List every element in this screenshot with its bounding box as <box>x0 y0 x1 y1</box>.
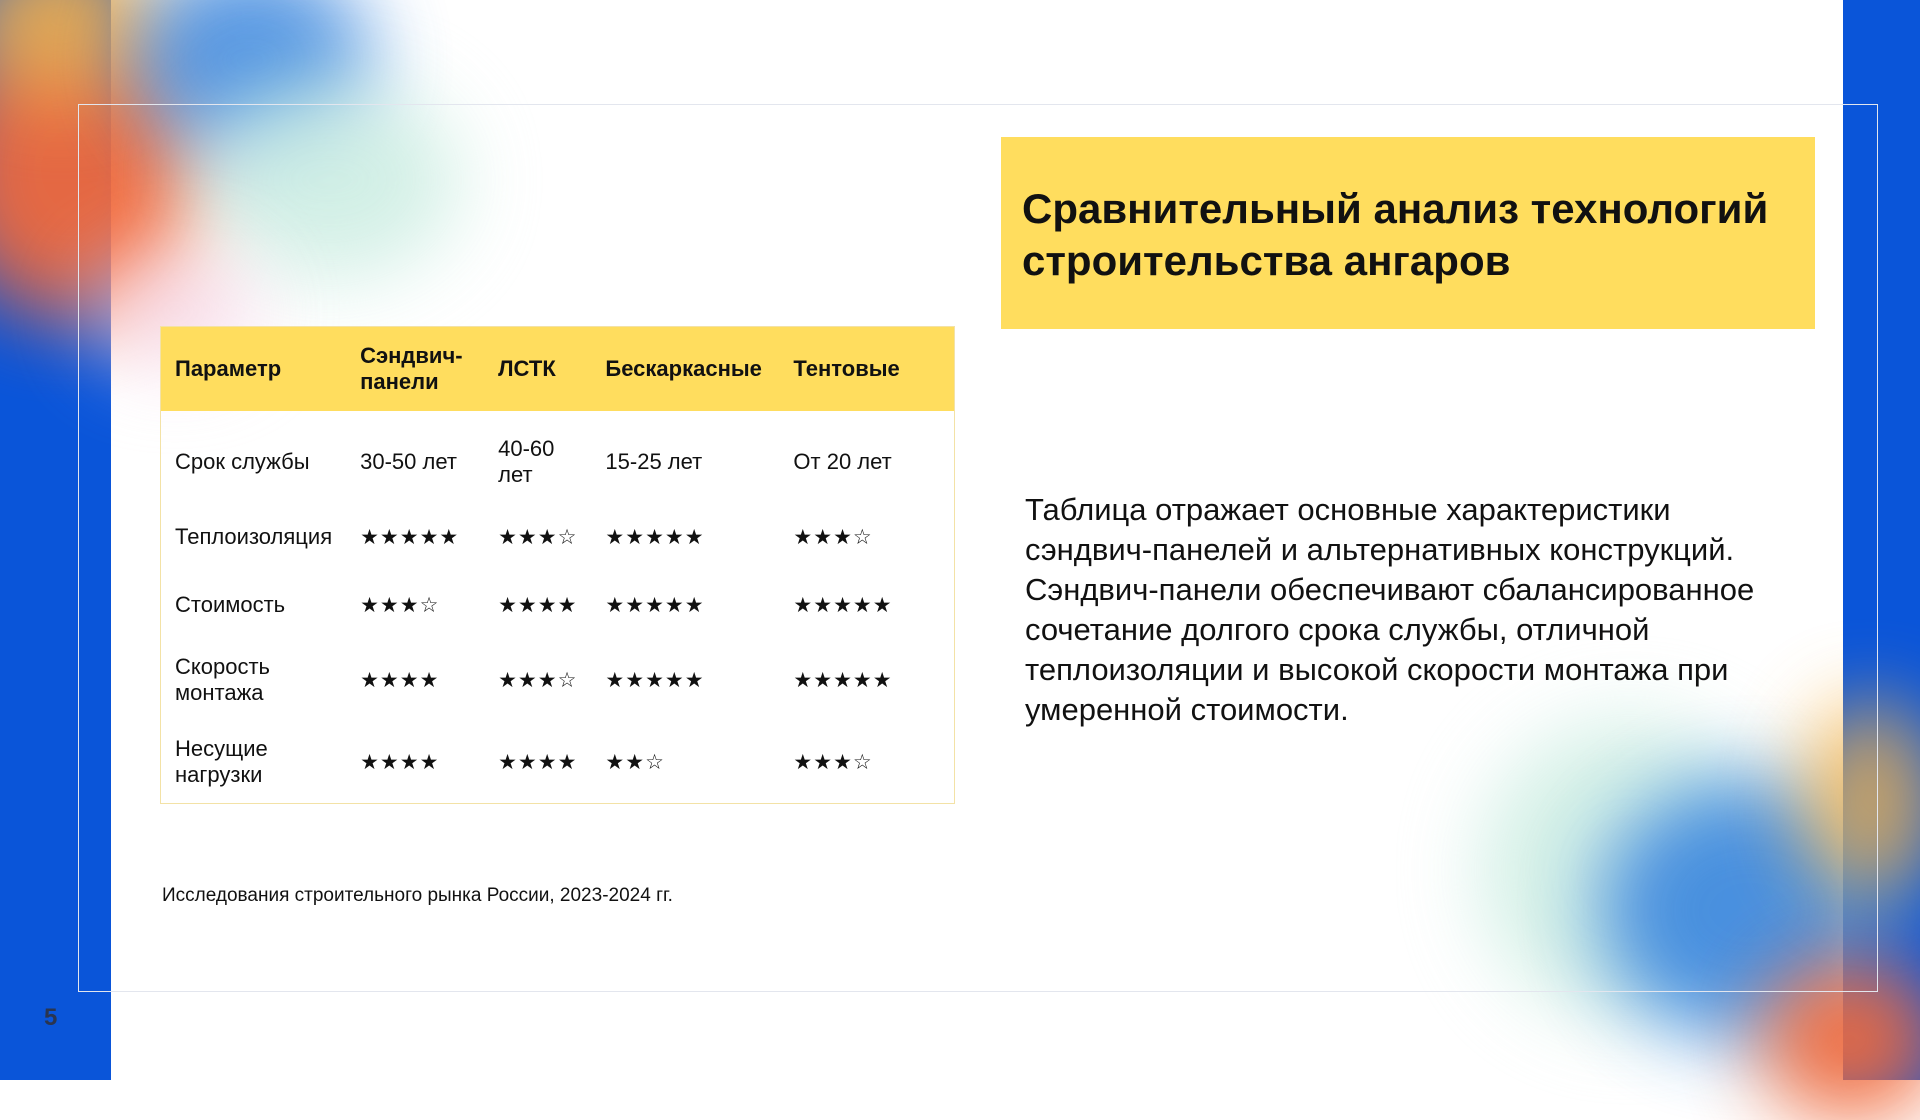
row-label: Несущие нагрузки <box>175 736 268 787</box>
title-box <box>1001 137 1815 329</box>
comparison-table <box>160 326 955 804</box>
table-row <box>161 639 955 721</box>
row-label: Скорость монтажа <box>175 654 271 705</box>
page-number: 5 <box>44 1004 58 1031</box>
cell-value: От 20 лет <box>793 449 892 474</box>
table-row <box>161 571 955 639</box>
header-lstk: ЛСТК <box>484 327 591 412</box>
star-rating: ★★★☆ <box>498 525 578 549</box>
star-rating: ★★★★★ <box>605 525 705 549</box>
header-sandwich: Сэндвич-панели <box>346 327 484 412</box>
star-rating: ★★★★★ <box>793 593 893 617</box>
star-rating: ★★★☆ <box>793 750 873 774</box>
star-rating: ★★★☆ <box>793 525 873 549</box>
table-row <box>161 721 955 804</box>
star-rating: ★★★★★ <box>605 593 705 617</box>
source-note: Исследования строительного рынка России, 2023-2024 гг. <box>162 885 673 906</box>
table-row <box>161 411 955 503</box>
table-row <box>161 503 955 571</box>
description-text: Таблица отражает основные характеристики сэндвич-панелей и альтернативных конструкций. Сэндвич-панели обеспечивают сбалансированное сочетание долгого срока службы, отличной теплоизоляции и высокой скорости монтажа при умеренной стоимости. <box>1025 492 1755 727</box>
star-rating: ★★★★ <box>498 750 578 774</box>
row-label: Стоимость <box>175 592 286 617</box>
slide-title: Сравнительный анализ технологий строительства ангаров <box>1022 185 1769 284</box>
cell-value: 15-25 лет <box>605 449 703 474</box>
star-rating: ★★★★ <box>498 593 578 617</box>
star-rating: ★★★★ <box>360 750 440 774</box>
cell-value: 40-60 лет <box>498 436 555 487</box>
table-header-row <box>161 327 955 412</box>
header-parameter: Параметр <box>161 327 347 412</box>
star-rating: ★★★★★ <box>360 525 460 549</box>
star-rating: ★★★☆ <box>360 593 440 617</box>
star-rating: ★★★☆ <box>498 668 578 692</box>
star-rating: ★★★★★ <box>793 668 893 692</box>
header-tent: Тентовые <box>779 327 954 412</box>
cell-value: 30-50 лет <box>360 449 457 474</box>
star-rating: ★★★★ <box>360 668 440 692</box>
star-rating: ★★☆ <box>605 750 665 774</box>
row-label: Срок службы <box>175 449 310 474</box>
header-frameless: Бескаркасные <box>591 327 779 412</box>
row-label: Теплоизоляция <box>175 524 333 549</box>
star-rating: ★★★★★ <box>605 668 705 692</box>
